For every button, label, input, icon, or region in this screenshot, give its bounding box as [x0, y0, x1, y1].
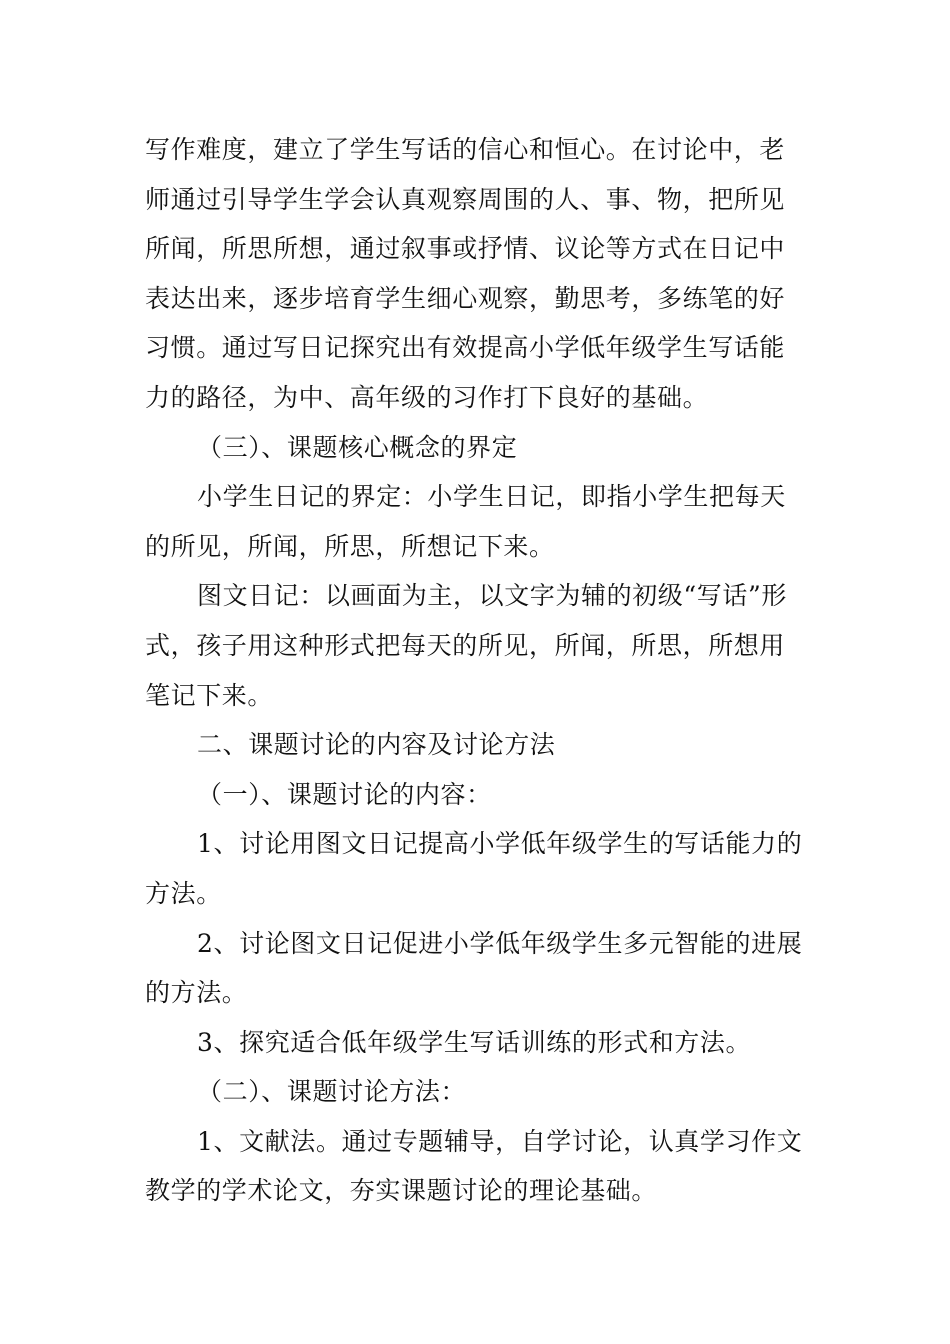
section-heading-core-concepts: （三）、课题核心概念的界定	[197, 432, 518, 462]
paragraph-diary-definition: 小学生日记的界定：小学生日记，即指小学生把每天的所见，所闻，所思，所想记下来。	[145, 482, 786, 561]
document-body	[145, 125, 807, 1216]
paragraph-continuation: 写作难度，建立了学生写话的信心和恒心。在讨论中，老师通过引导学生学会认真观察周围的人、事、物，把所见所闻，所思所想，通过叙事或抒情、议论等方式在日记中表达出来，逐步培育学生细心观察，勤思考，多练笔的好习惯。通过写日记探究出有效提高小学低年级学生写话能力的路径，为中、高年级的习作打下良好的基础。	[145, 135, 786, 412]
list-item-method-1: 1、文献法。通过专题辅导，自学讨论，认真学习作文教学的学术论文，夯实课题讨论的理论基础。	[145, 1126, 803, 1206]
subsection-heading-research-methods: （二）、课题讨论方法：	[197, 1077, 467, 1107]
list-item-content-2: 2、讨论图文日记促进小学低年级学生多元智能的进展的方法。	[145, 928, 803, 1008]
list-item-content-3: 3、探究适合低年级学生写话训练的形式和方法。	[197, 1027, 752, 1057]
list-item-content-1: 1、讨论用图文日记提高小学低年级学生的写话能力的方法。	[145, 829, 803, 908]
section-heading-research-content-methods: 二、课题讨论的内容及讨论方法	[197, 730, 556, 760]
paragraph-picture-diary: 图文日记：以画面为主，以文字为辅的初级“写话”形式，孩子用这种形式把每天的所见，所闻，所思，所想用笔记下来。	[145, 581, 787, 710]
subsection-heading-research-content: （一）、课题讨论的内容：	[197, 779, 492, 809]
